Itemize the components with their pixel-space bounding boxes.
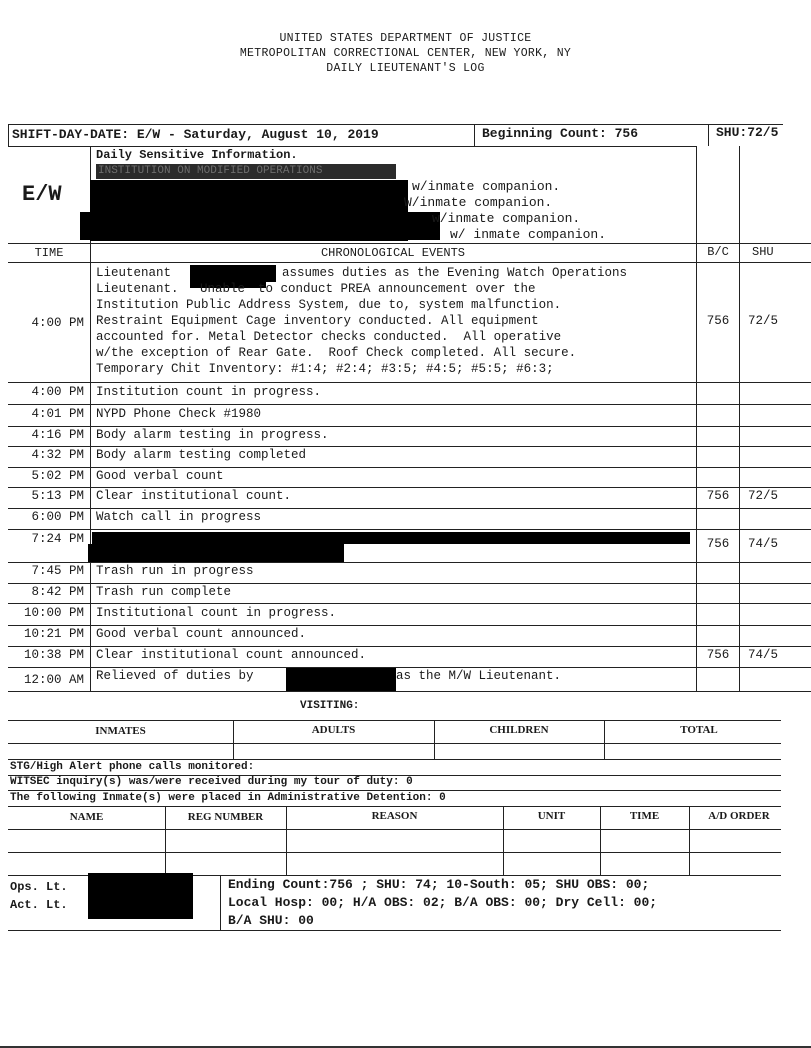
- rule: [8, 720, 781, 721]
- header-facility: METROPOLITAN CORRECTIONAL CENTER, NEW YORK, NY: [239, 47, 572, 60]
- entry-shu: 74/5: [748, 537, 779, 551]
- shift-day-date: SHIFT-DAY-DATE: E/W - Saturday, August 10, 2019: [12, 127, 379, 142]
- ops-lt-label: Ops. Lt.: [10, 880, 68, 894]
- entry-time: 4:00 PM: [31, 385, 84, 399]
- rule: [8, 852, 781, 853]
- shift-code: E/W: [22, 182, 62, 207]
- entry-text: Lieutenant.: [96, 282, 179, 296]
- rule: [8, 467, 811, 468]
- entry-text: as the M/W Lieutenant.: [396, 669, 562, 683]
- rule: [220, 875, 221, 930]
- rule: [8, 404, 811, 405]
- rule: [8, 487, 811, 488]
- companion-line: w/ inmate companion.: [450, 227, 607, 242]
- entry-text: w/the exception of Rear Gate. Roof Check completed. All secure.: [96, 346, 577, 360]
- visiting-header-total: TOTAL: [680, 724, 718, 736]
- rule: [8, 262, 811, 263]
- rule: [739, 146, 740, 691]
- header-agency: UNITED STATES DEPARTMENT OF JUSTICE: [279, 32, 532, 45]
- entry-text: Relieved of duties by: [96, 669, 254, 683]
- entry-bc: 756: [706, 648, 730, 662]
- rule: [8, 603, 811, 604]
- entry-text: Institution count in progress.: [96, 385, 322, 399]
- entry-bc: 756: [706, 537, 730, 551]
- rule: [696, 146, 697, 691]
- entry-text: NYPD Phone Check #1980: [96, 407, 262, 421]
- entry-time: 5:02 PM: [31, 469, 84, 483]
- detention-header-name: NAME: [69, 811, 104, 823]
- sensitive-title: Daily Sensitive Information.: [96, 148, 298, 162]
- visiting-header-children: CHILDREN: [489, 724, 549, 736]
- redaction-box: [190, 265, 276, 282]
- detention-header-time: TIME: [629, 810, 660, 822]
- rule: [8, 790, 781, 791]
- entry-text: accounted for. Metal Detector checks conducted. All operative: [96, 330, 562, 344]
- entry-time: 4:01 PM: [31, 407, 84, 421]
- detention-header-ad-order: A/D ORDER: [708, 810, 770, 822]
- entry-bc: 756: [706, 489, 730, 503]
- visiting-title: VISITING:: [300, 700, 360, 712]
- act-lt-label: Act. Lt.: [10, 898, 68, 912]
- entry-text: Trash run in progress: [96, 564, 254, 578]
- detention-header-unit: UNIT: [537, 810, 566, 822]
- rule: [8, 124, 783, 125]
- entry-time: 7:24 PM: [31, 532, 84, 546]
- rule: [8, 691, 811, 692]
- header-title: DAILY LIEUTENANT'S LOG: [326, 62, 485, 75]
- entry-time: 5:13 PM: [31, 489, 84, 503]
- column-shu: SHU: [752, 245, 774, 259]
- entry-text: assumes duties as the Evening Watch Operations: [282, 266, 628, 280]
- entry-time: 4:32 PM: [31, 448, 84, 462]
- entry-time: 7:45 PM: [31, 564, 84, 578]
- sensitive-shaded-line: INSTITUTION ON MODIFIED OPERATIONS: [98, 165, 323, 177]
- entry-text: Body alarm testing completed: [96, 448, 307, 462]
- rule: [8, 426, 811, 427]
- rule: [8, 743, 781, 744]
- column-bc: B/C: [707, 245, 729, 259]
- column-events: CHRONOLOGICAL EVENTS: [320, 246, 466, 260]
- ending-count-line-1: Ending Count:756 ; SHU: 74; 10-South: 05; SHU OBS: 00;: [228, 877, 650, 892]
- rule: [8, 446, 811, 447]
- ending-count-line-3: B/A SHU: 00: [228, 913, 314, 928]
- rule: [8, 646, 811, 647]
- rule: [8, 243, 811, 244]
- entry-time: 10:00 PM: [23, 606, 84, 620]
- rule: [8, 562, 811, 563]
- visiting-header-inmates: INMATES: [95, 725, 146, 737]
- entry-time: 10:38 PM: [23, 648, 84, 662]
- rule: [8, 583, 811, 584]
- ending-count-line-2: Local Hosp: 00; H/A OBS: 02; B/A OBS: 00; Dry Cell: 00;: [228, 895, 658, 910]
- shift-shu: SHU:72/5: [716, 125, 779, 140]
- redaction-box: [286, 668, 396, 692]
- entry-text: Institutional count in progress.: [96, 606, 337, 620]
- entry-text: Unable: [200, 282, 246, 296]
- entry-text: Lieutenant: [96, 266, 172, 280]
- entry-time: 12:00 AM: [23, 673, 84, 687]
- rule: [8, 124, 9, 147]
- companion-line: w/inmate companion.: [432, 211, 581, 226]
- entry-text: Institution Public Address System, due to, system malfunction.: [96, 298, 562, 312]
- rule: [8, 146, 696, 147]
- stg-note: STG/High Alert phone calls monitored:: [10, 761, 255, 773]
- witsec-note: WITSEC inquiry(s) was/were received during my tour of duty: 0: [10, 776, 413, 788]
- companion-line: W/inmate companion.: [404, 195, 553, 210]
- rule: [8, 759, 781, 760]
- entry-text: Good verbal count: [96, 469, 224, 483]
- entry-time: 4:16 PM: [31, 428, 84, 442]
- rule: [8, 382, 811, 383]
- beginning-count: Beginning Count: 756: [482, 126, 639, 141]
- entry-text: Temporary Chit Inventory: #1:4; #2:4; #3:5; #4:5; #5:5; #6:3;: [96, 362, 554, 376]
- entry-text: Clear institutional count announced.: [96, 648, 367, 662]
- redaction-box: [92, 532, 690, 544]
- entry-time: 4:00 PM: [31, 316, 84, 330]
- column-time: TIME: [34, 246, 64, 260]
- entry-text: to conduct PREA announcement over the: [258, 282, 536, 296]
- rule: [8, 625, 811, 626]
- rule: [474, 124, 475, 146]
- entry-text: Clear institutional count.: [96, 489, 292, 503]
- entry-bc: 756: [706, 314, 730, 328]
- entry-text: Body alarm testing in progress.: [96, 428, 329, 442]
- entry-shu: 72/5: [748, 314, 779, 328]
- entry-text: Watch call in progress: [96, 510, 262, 524]
- entry-time: 8:42 PM: [31, 585, 84, 599]
- entry-text: Good verbal count announced.: [96, 627, 307, 641]
- detention-header-reg: REG NUMBER: [187, 811, 264, 823]
- entry-shu: 74/5: [748, 648, 779, 662]
- redaction-box: [80, 212, 440, 240]
- visiting-header-adults: ADULTS: [311, 724, 356, 736]
- rule: [8, 508, 811, 509]
- companion-line: w/inmate companion.: [412, 179, 561, 194]
- redaction-box: [88, 873, 193, 919]
- rule: [708, 124, 709, 146]
- entry-time: 6:00 PM: [31, 510, 84, 524]
- detention-header-reason: REASON: [371, 810, 418, 822]
- rule: [8, 529, 811, 530]
- entry-shu: 72/5: [748, 489, 779, 503]
- entry-time: 10:21 PM: [23, 627, 84, 641]
- redaction-box: [88, 544, 344, 562]
- admin-detention-note: The following Inmate(s) were placed in Administrative Detention: 0: [10, 792, 446, 804]
- rule: [8, 667, 811, 668]
- rule: [8, 829, 781, 830]
- entry-text: Restraint Equipment Cage inventory conducted. All equipment: [96, 314, 539, 328]
- rule: [8, 806, 781, 807]
- rule: [8, 930, 781, 931]
- entry-text: Trash run complete: [96, 585, 232, 599]
